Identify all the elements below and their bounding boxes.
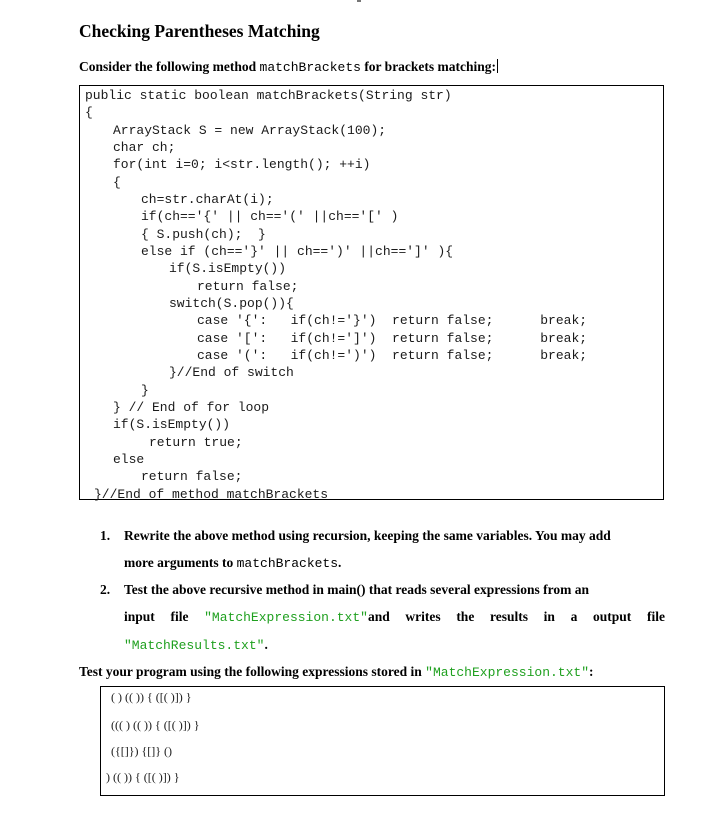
code-line: }//End of method matchBrackets [94, 487, 329, 502]
word: input [124, 609, 155, 624]
task-2-line-1 [100, 582, 589, 598]
code-line: for(int i=0; i<str.length(); ++i) [113, 157, 371, 172]
expression-line: ( ) (( )) { ([( )]) } [111, 690, 192, 704]
code-line: return false; [197, 279, 299, 294]
code-block [79, 85, 664, 500]
word: the [456, 609, 475, 624]
expression-line: ((( ) (( )) { ([( )]) } [111, 718, 200, 732]
task-1-line-2-suffix: . [338, 555, 342, 570]
code-line: } [141, 383, 149, 398]
expressions-box [100, 686, 665, 796]
word: in [543, 609, 555, 624]
input-file-name: "MatchExpression.txt" [204, 610, 368, 625]
test-prompt-file: "MatchExpression.txt" [425, 665, 589, 680]
code-line: else [113, 452, 145, 467]
code-line: if(ch=='{' || ch=='(' ||ch=='[' ) [141, 209, 399, 224]
code-line: case '{': if(ch!='}') return false; break; [197, 313, 588, 328]
code-line: if(S.isEmpty()) [113, 417, 231, 432]
code-line: { [113, 175, 121, 190]
code-line: case '(': if(ch!=')') return false; break; [197, 348, 588, 363]
test-prompt-suffix: : [589, 664, 594, 679]
code-line: else if (ch=='}' || ch==')' ||ch==']' ){ [141, 244, 454, 259]
code-line: }//End of switch [169, 365, 294, 380]
code-line: ArrayStack S = new ArrayStack(100); [113, 123, 387, 138]
code-line: { [85, 105, 93, 120]
test-prompt [79, 664, 594, 680]
code-line: return false; [141, 469, 243, 484]
code-line: return true; [149, 435, 243, 450]
word: file [170, 609, 189, 624]
intro-method-name: matchBrackets [259, 60, 361, 75]
word: file [646, 609, 665, 624]
task-1-number: 1. [100, 528, 111, 543]
word: results [489, 609, 528, 624]
code-line: case '[': if(ch!=']') return false; break; [197, 331, 588, 346]
task-1-method-name: matchBrackets [236, 556, 339, 571]
expression-line: ({[]}) {[]} () [111, 744, 173, 758]
task-2-line-3 [124, 637, 268, 653]
task-2-number: 2. [100, 582, 111, 597]
word: a [570, 609, 578, 624]
task-2-text: Test the above recursive method in main() that reads several expressions from an [124, 582, 589, 597]
page-top-mark [357, 0, 361, 2]
code-line: if(S.isEmpty()) [169, 261, 287, 276]
input-file-reference [204, 609, 390, 625]
code-line: ch=str.charAt(i); [141, 192, 274, 207]
task-1-line-2-prefix: more arguments to [124, 555, 237, 570]
code-line: public static boolean matchBrackets(String str) [85, 88, 452, 103]
word: output [593, 609, 632, 624]
word: and [367, 609, 390, 624]
code-line: { S.push(ch); } [141, 227, 266, 242]
intro-text [79, 59, 498, 75]
code-line: } // End of for loop [113, 400, 270, 415]
task-2-line-2 [124, 609, 665, 625]
text-cursor [497, 59, 498, 73]
code-line: switch(S.pop()){ [169, 296, 294, 311]
output-file-name: "MatchResults.txt" [124, 638, 265, 653]
test-prompt-prefix: Test your program using the following expressions stored in [79, 664, 426, 679]
intro-suffix: for brackets matching: [360, 59, 497, 74]
expression-line: ) (( )) { ([( )]) } [106, 770, 180, 784]
page-title: Checking Parentheses Matching [79, 21, 320, 41]
code-line: char ch; [113, 140, 176, 155]
task-1-text: Rewrite the above method using recursion, keeping the same variables. You may add [124, 528, 611, 543]
task-2-line-3-suffix: . [264, 637, 268, 652]
intro-prefix: Consider the following method [79, 59, 260, 74]
task-1-line-2 [124, 555, 341, 571]
task-1-line-1 [100, 528, 611, 544]
word: writes [405, 609, 441, 624]
